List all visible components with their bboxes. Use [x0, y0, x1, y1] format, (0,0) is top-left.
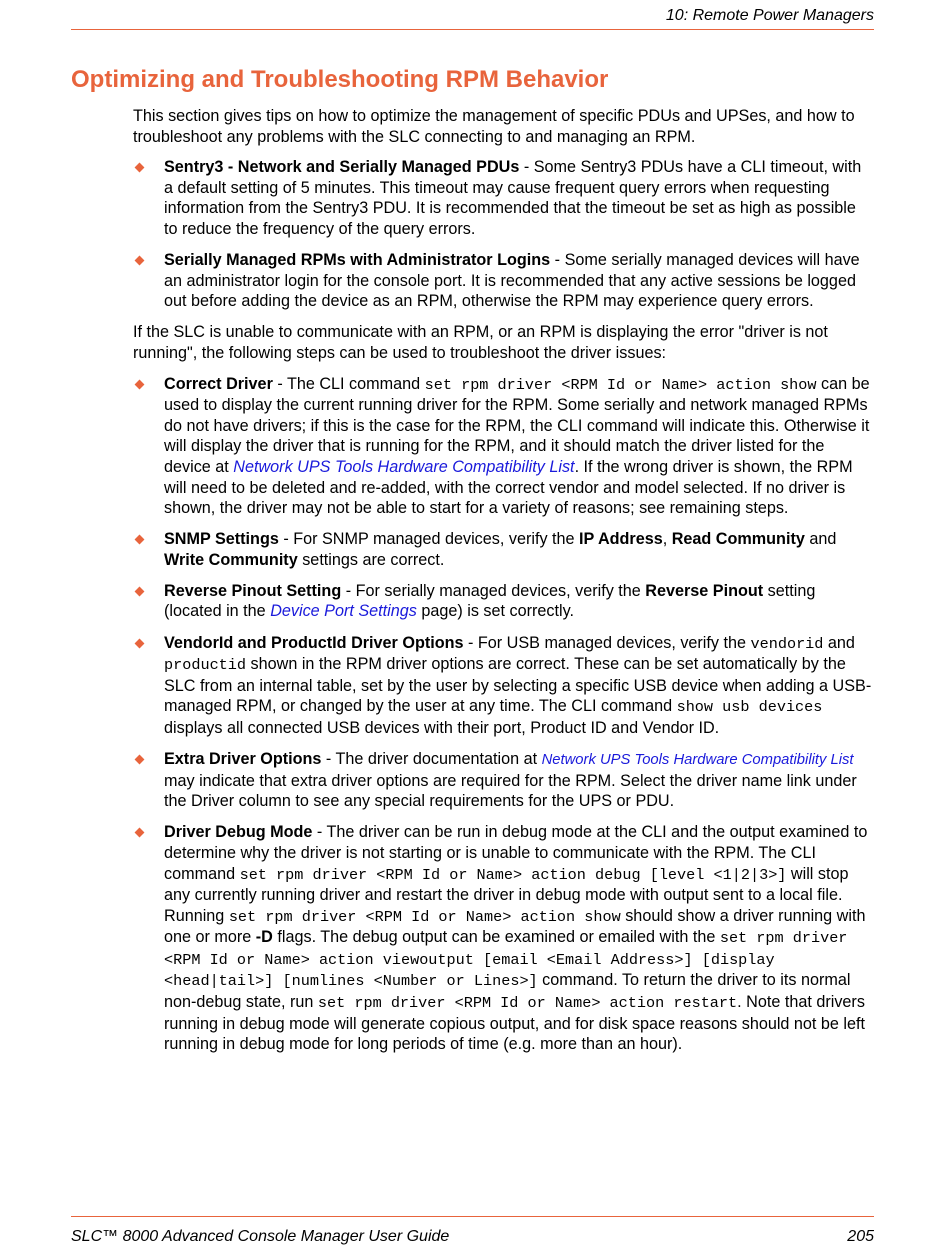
hardware-compatibility-link[interactable]: Network UPS Tools Hardware Compatibility List [541, 752, 854, 769]
header-divider [71, 29, 874, 30]
cli-option: productid [164, 656, 247, 675]
tip-title: Sentry3 - Network and Serially Managed PDUs [164, 158, 520, 177]
troubleshoot-steps-list [133, 374, 873, 1055]
tip-title: Serially Managed RPMs with Administrator Logins [164, 251, 551, 270]
diamond-bullet-icon [135, 755, 145, 765]
troubleshoot-intro: If the SLC is unable to communicate with an RPM, or an RPM is displaying the error "driver is not running", the following steps can be used to troubleshoot the driver issues: [133, 323, 828, 362]
step-extra-driver-options: Extra Driver Options - The driver documentation at Network UPS Tools Hardware Compatibility List may indicate that extra driver options are required for the RPM. Select the driver name link under the Driver column to see any special requirements for the UPS or PDU. [133, 749, 873, 812]
step-snmp-settings: SNMP Settings - For SNMP managed devices, verify the IP Address, Read Community and Write Community settings are correct. [133, 529, 873, 570]
cli-command: show usb devices [676, 698, 823, 717]
cli-command: set rpm driver <RPM Id or Name> action debug [level <1|2|3>] [239, 865, 787, 884]
page-content [133, 106, 873, 1065]
diamond-bullet-icon [135, 163, 145, 173]
step-title: SNMP Settings [164, 530, 279, 549]
step-correct-driver: Correct Driver - The CLI command set rpm driver <RPM Id or Name> action show can be used to display the current running driver for the RPM. Some serially and network managed RPMs do not have drivers; if this is the case for the RPM, the CLI command will indicate this. Otherwise it will display the driver that is running for the RPM, and it should match the driver listed for the device at Network UPS Tools Hardware Compatibility List. If the wrong driver is shown, the RPM will need to be deleted and re-added, with the correct vendor and model selected. If no driver is shown, the driver may not be able to start for a variety of reasons; see remaining steps. [133, 374, 873, 519]
cli-command: set rpm driver <RPM Id or Name> action viewoutput [email <Email Address>] [display <head|tail>] [numlines <Number or Lines>] [164, 929, 848, 991]
step-title: Reverse Pinout Setting [164, 581, 342, 600]
hardware-compatibility-link[interactable]: Network UPS Tools Hardware Compatibility List [233, 457, 575, 476]
diamond-bullet-icon [135, 828, 145, 838]
section-title: Optimizing and Troubleshooting RPM Behavior [71, 66, 609, 93]
intro-paragraph: This section gives tips on how to optimize the management of specific PDUs and UPSes, and how to troubleshoot any problems with the SLC connecting to and managing an RPM. [133, 107, 855, 146]
cli-command: set rpm driver <RPM Id or Name> action show [424, 375, 817, 394]
tip-item: Sentry3 - Network and Serially Managed PDUs - Some Sentry3 PDUs have a CLI timeout, with a default setting of 5 minutes. This timeout may cause frequent query errors when requesting information from the Sentry3 PDU. It is recommended that the timeout be set as high as possible to reduce the frequency of the query errors. [133, 157, 873, 239]
diamond-bullet-icon [135, 586, 145, 596]
cli-command: set rpm driver <RPM Id or Name> action show [228, 907, 621, 926]
step-title: Extra Driver Options [164, 750, 322, 769]
tip-item: Serially Managed RPMs with Administrator Logins - Some serially managed devices will have an administrator login for the console port. It is recommended that any active sessions be logged out before adding the device as an RPM, otherwise the RPM may experience query errors. [133, 250, 873, 312]
step-reverse-pinout: Reverse Pinout Setting - For serially managed devices, verify the Reverse Pinout setting (located in the Device Port Settings page) is set correctly. [133, 581, 873, 622]
device-port-settings-link[interactable]: Device Port Settings [270, 602, 417, 621]
guide-title: SLC™ 8000 Advanced Console Manager User Guide [71, 1228, 450, 1245]
diamond-bullet-icon [135, 535, 145, 545]
page-number: 205 [847, 1228, 874, 1245]
chapter-title: 10: Remote Power Managers [665, 7, 874, 24]
tip-text: Some serially managed devices will have an administrator login for the console port. It is recommended that any active sessions be logged out before adding the device as an RPM, otherwise the RPM may experience query errors. [164, 251, 860, 311]
step-title: Correct Driver [164, 374, 273, 393]
diamond-bullet-icon [135, 638, 145, 648]
step-driver-debug-mode: Driver Debug Mode - The driver can be run in debug mode at the CLI and the output examined to determine why the driver is not starting or is unable to communicate with the RPM. The CLI command set rpm driver <RPM Id or Name> action debug [level <1|2|3>] will stop any currently running driver and restart the driver in debug mode with output sent to a local file. Running set rpm driver <RPM Id or Name> action show should show a driver running with one or more -D flags. The debug output can be examined or emailed with the set rpm driver <RPM Id or Name> action viewoutput [email <Email Address>] [display <head|tail>] [numlines <Number or Lines>] command. To return the driver to its normal non-debug state, run set rpm driver <RPM Id or Name> action restart. Note that drivers running in debug mode will generate copious output, and for disk space reasons should not be left running in debug mode for long periods of time (e.g. more than an hour). [133, 822, 873, 1055]
footer-divider [71, 1216, 874, 1217]
step-vendorid-productid: VendorId and ProductId Driver Options - For USB managed devices, verify the vendorid and productid shown in the RPM driver options are correct. These can be set automatically by the SLC from an internal table, set by the user by selecting a specific USB device when adding a USB-managed RPM, or changed by the user at any time. The CLI command show usb devices displays all connected USB devices with their port, Product ID and Vendor ID. [133, 633, 873, 739]
step-title: Driver Debug Mode [164, 823, 313, 842]
cli-option: vendorid [750, 634, 824, 653]
diamond-bullet-icon [135, 256, 145, 266]
step-title: VendorId and ProductId Driver Options [164, 633, 464, 652]
diamond-bullet-icon [135, 379, 145, 389]
cli-command: set rpm driver <RPM Id or Name> action restart [317, 994, 738, 1013]
tips-list [133, 157, 873, 312]
tip-text: Some Sentry3 PDUs have a CLI timeout, with a default setting of 5 minutes. This timeout may cause frequent query errors when requesting information from the Sentry3 PDU. It is recommended that the timeout be set as high as possible to reduce the frequency of the query errors. [164, 158, 862, 238]
